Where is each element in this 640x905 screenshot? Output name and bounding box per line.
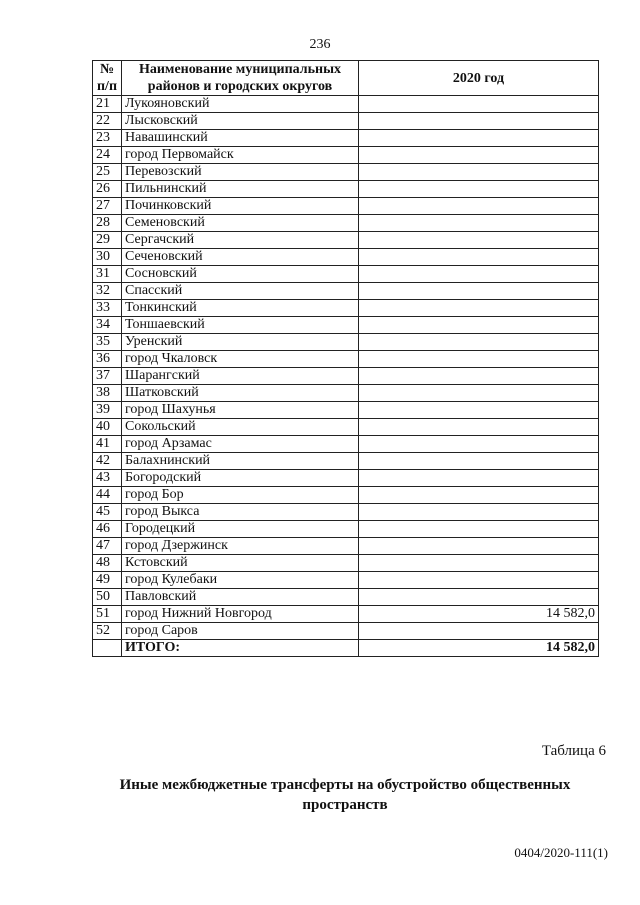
table-number: Таблица 6 [541,743,606,759]
amount-2020 [359,453,599,470]
district-name: Балахнинский [122,453,359,470]
total-number-cell [93,640,122,657]
amount-2020 [359,504,599,521]
amount-2020 [359,470,599,487]
row-number: 47 [93,538,122,555]
district-name: Починковский [122,198,359,215]
district-name: город Чкаловск [122,351,359,368]
district-name: город Первомайск [122,147,359,164]
table-row [93,572,599,589]
table-row [93,266,599,283]
district-name: Пильнинский [122,181,359,198]
row-number: 33 [93,300,122,317]
table-row [93,96,599,113]
table-row [93,215,599,232]
amount-2020 [359,113,599,130]
row-number: 42 [93,453,122,470]
district-name: Лысковский [122,113,359,130]
amount-2020 [359,538,599,555]
row-number: 48 [93,555,122,572]
district-name: Городецкий [122,521,359,538]
amount-2020 [359,300,599,317]
amount-2020 [359,164,599,181]
amount-2020 [359,572,599,589]
amount-2020 [359,419,599,436]
amount-2020 [359,147,599,164]
district-name: Лукояновский [122,96,359,113]
row-number: 44 [93,487,122,504]
table-row [93,317,599,334]
amount-2020 [359,385,599,402]
table-row [93,623,599,640]
amount-2020 [359,130,599,147]
amount-2020 [359,368,599,385]
amount-2020 [359,283,599,300]
district-name: город Нижний Новгород [122,606,359,623]
amount-2020 [359,487,599,504]
row-number: 29 [93,232,122,249]
row-number: 30 [93,249,122,266]
row-number: 37 [93,368,122,385]
amount-2020 [359,334,599,351]
row-number: 39 [93,402,122,419]
district-name: Сеченовский [122,249,359,266]
district-name: город Шахунья [122,402,359,419]
amount-2020 [359,181,599,198]
row-number: 45 [93,504,122,521]
district-name: Шарангский [122,368,359,385]
district-name: город Бор [122,487,359,504]
table-row [93,470,599,487]
district-name: Сергачский [122,232,359,249]
row-number: 31 [93,266,122,283]
row-number: 36 [93,351,122,368]
table-row [93,589,599,606]
total-label: ИТОГО: [122,640,359,657]
row-number: 40 [93,419,122,436]
page-number: 236 [309,37,331,52]
amount-2020 [359,436,599,453]
table-row [93,113,599,130]
table-row [93,351,599,368]
table-row [93,181,599,198]
table-row [93,198,599,215]
row-number: 50 [93,589,122,606]
district-name: Шатковский [122,385,359,402]
table-row [93,419,599,436]
table-row [93,521,599,538]
table-row [93,402,599,419]
row-number: 52 [93,623,122,640]
amount-2020 [359,555,599,572]
row-number: 49 [93,572,122,589]
amount-2020 [359,623,599,640]
row-number: 24 [93,147,122,164]
table-row [93,249,599,266]
district-name: Спасский [122,283,359,300]
row-number: 27 [93,198,122,215]
amount-2020 [359,589,599,606]
district-name: Тоншаевский [122,317,359,334]
header-name: Наименование муниципальных районов и городских округов [122,61,359,96]
district-name: Павловский [122,589,359,606]
table-row [93,385,599,402]
table-row [93,130,599,147]
district-name: Кстовский [122,555,359,572]
header-number: № п/п [93,61,122,96]
allocation-table [92,60,599,657]
amount-2020 [359,266,599,283]
row-number: 34 [93,317,122,334]
total-amount: 14 582,0 [359,640,599,657]
table-row [93,283,599,300]
table-row [93,453,599,470]
amount-2020 [359,96,599,113]
amount-2020 [359,198,599,215]
row-number: 26 [93,181,122,198]
district-name: Сосновский [122,266,359,283]
district-name: город Саров [122,623,359,640]
table-row [93,606,599,623]
amount-2020 [359,351,599,368]
table-row [93,436,599,453]
row-number: 23 [93,130,122,147]
row-number: 35 [93,334,122,351]
district-name: Богородский [122,470,359,487]
amount-2020 [359,232,599,249]
table-row [93,555,599,572]
amount-2020 [359,521,599,538]
table-caption: Иные межбюджетные трансферты на обустройство общественных пространств [119,777,571,813]
district-name: город Выкса [122,504,359,521]
table-row [93,538,599,555]
table-row [93,147,599,164]
row-number: 28 [93,215,122,232]
row-number: 46 [93,521,122,538]
table-row [93,487,599,504]
table-body [93,96,599,657]
table-row [93,232,599,249]
row-number: 41 [93,436,122,453]
amount-2020: 14 582,0 [359,606,599,623]
amount-2020 [359,215,599,232]
row-number: 21 [93,96,122,113]
district-name: город Кулебаки [122,572,359,589]
total-row [93,640,599,657]
table-row [93,368,599,385]
row-number: 25 [93,164,122,181]
document-code: 0404/2020-111(1) [514,845,608,860]
header-year: 2020 год [359,61,599,96]
table-row [93,300,599,317]
row-number: 43 [93,470,122,487]
table-header-row [93,61,599,96]
district-name: Тонкинский [122,300,359,317]
district-name: Перевозский [122,164,359,181]
district-name: город Дзержинск [122,538,359,555]
amount-2020 [359,249,599,266]
table-row [93,164,599,181]
district-name: город Арзамас [122,436,359,453]
district-name: Семеновский [122,215,359,232]
amount-2020 [359,317,599,334]
table-row [93,504,599,521]
district-name: Сокольский [122,419,359,436]
table-row [93,334,599,351]
row-number: 32 [93,283,122,300]
district-name: Навашинский [122,130,359,147]
row-number: 22 [93,113,122,130]
row-number: 38 [93,385,122,402]
amount-2020 [359,402,599,419]
district-name: Уренский [122,334,359,351]
row-number: 51 [93,606,122,623]
